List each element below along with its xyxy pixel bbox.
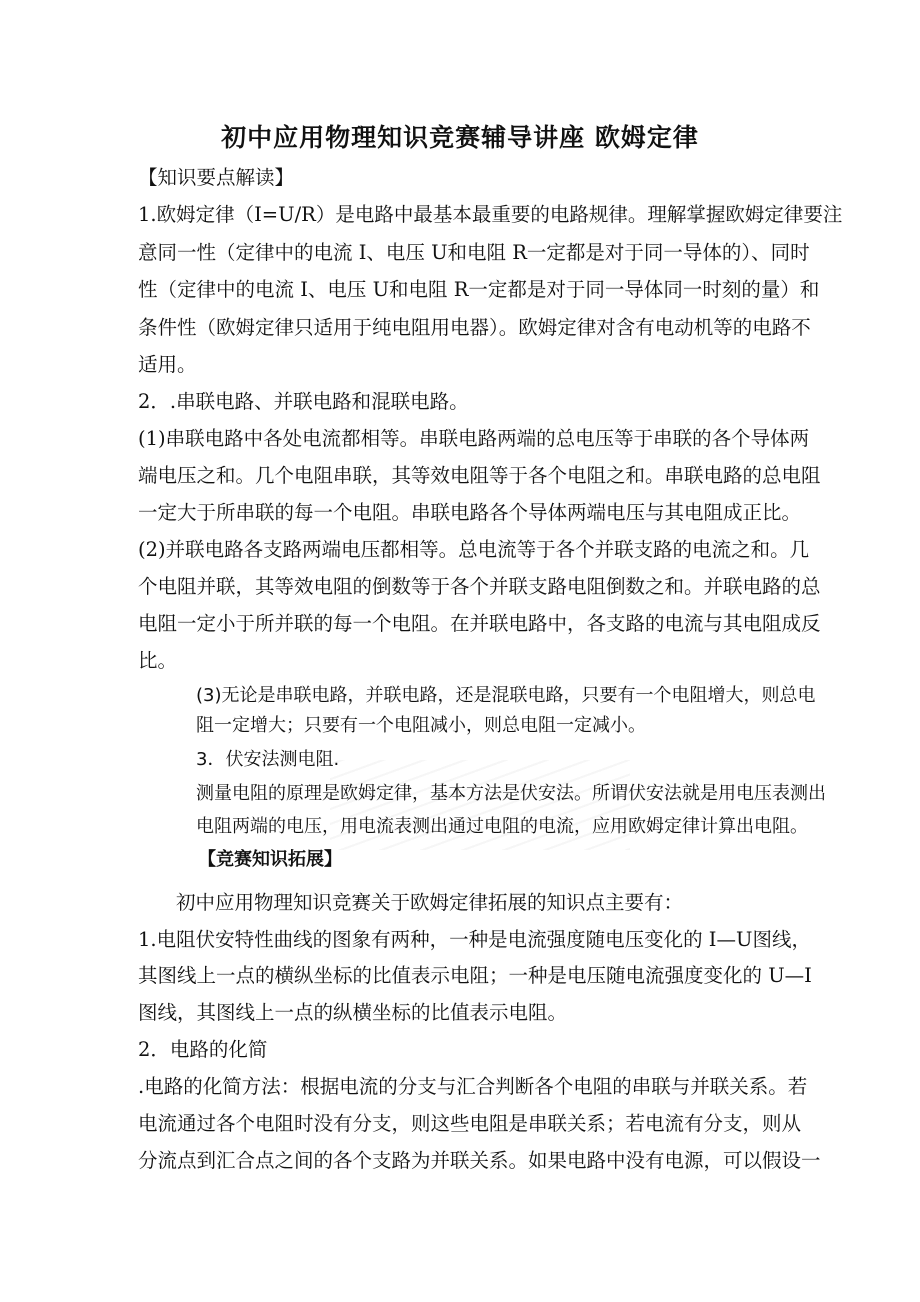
paragraph-line: 意同一性（定律中的电流 I、电压 U和电阻 R一定都是对于同一导体的）、同时 bbox=[138, 241, 810, 264]
paragraph-line: (2)并联电路各支路两端电压都相等。总电流等于各个并联支路的电流之和。几 bbox=[138, 538, 810, 561]
pasted-line: 3．伏安法测电阻. bbox=[196, 749, 340, 770]
paragraph-line: 比。 bbox=[138, 649, 178, 672]
paragraph-line: 电流通过各个电阻时没有分支，则这些电阻是串联关系；若电流有分支，则从 bbox=[138, 1112, 802, 1135]
paragraph-line: 图线，其图线上一点的纵横坐标的比值表示电阻。 bbox=[138, 1001, 568, 1024]
paragraph-line: .电路的化简方法：根据电流的分支与汇合判断各个电阻的串联与并联关系。若 bbox=[138, 1075, 808, 1098]
paragraph-line: 端电压之和。几个电阻串联，其等效电阻等于各个电阻之和。串联电路的总电阻 bbox=[138, 464, 821, 487]
pasted-line: (3)无论是串联电路，并联电路，还是混联电路，只要有一个电阻增大，则总电 bbox=[196, 685, 816, 706]
document-title: 初中应用物理知识竞赛辅导讲座 欧姆定律 bbox=[221, 123, 699, 152]
paragraph-line: 2．.串联电路、并联电路和混联电路。 bbox=[138, 390, 469, 413]
pasted-line: 电阻两端的电压，用电流表测出通过电阻的电流，应用欧姆定律计算出电阻。 bbox=[196, 816, 808, 837]
paragraph-line: 1.欧姆定律（I=U/R）是电路中最基本最重要的电路规律。理解掌握欧姆定律要注 bbox=[138, 203, 843, 226]
paragraph-line: 一定大于所串联的每一个电阻。串联电路各个导体两端电压与其电阻成正比。 bbox=[138, 501, 802, 524]
paragraph-line: 分流点到汇合点之间的各个支路为并联关系。如果电路中没有电源，可以假设一 bbox=[138, 1149, 821, 1172]
paragraph-line: 个电阻并联，其等效电阻的倒数等于各个并联支路电阻倒数之和。并联电路的总 bbox=[138, 575, 821, 598]
paragraph-line: 其图线上一点的横纵坐标的比值表示电阻；一种是电压随电流强度变化的 U—I bbox=[138, 964, 812, 987]
paragraph-line: 性（定律中的电流 I、电压 U和电阻 R一定都是对于同一导体同一时刻的量）和 bbox=[138, 278, 820, 301]
paragraph-line: (1)串联电路中各处电流都相等。串联电路两端的总电压等于串联的各个导体两 bbox=[138, 427, 810, 450]
pasted-line: 测量电阻的原理是欧姆定律，基本方法是伏安法。所谓伏安法就是用电压表测出 bbox=[196, 783, 826, 804]
subheading-circuit-simplification: 2．电路的化简 bbox=[138, 1038, 268, 1061]
paragraph-line: 适用。 bbox=[138, 353, 197, 376]
paragraph-line: 1.电阻伏安特性曲线的图象有两种，一种是电流强度随电压变化的 I—U图线， bbox=[138, 928, 811, 951]
section-heading-knowledge-points: 【知识要点解读】 bbox=[138, 166, 295, 189]
paragraph-line: 条件性（欧姆定律只适用于纯电阻用电器）。欧姆定律对含有电动机等的电路不 bbox=[138, 316, 811, 339]
paragraph-line: 电阻一定小于所并联的每一个电阻。在并联电路中，各支路的电流与其电阻成反 bbox=[138, 612, 821, 635]
paragraph-line: 初中应用物理知识竞赛关于欧姆定律拓展的知识点主要有： bbox=[176, 891, 684, 914]
pasted-line: 阻一定增大；只要有一个电阻减小，则总电阻一定减小。 bbox=[196, 715, 646, 736]
section-heading-competition-extension: 【竞赛知识拓展】 bbox=[198, 849, 342, 870]
